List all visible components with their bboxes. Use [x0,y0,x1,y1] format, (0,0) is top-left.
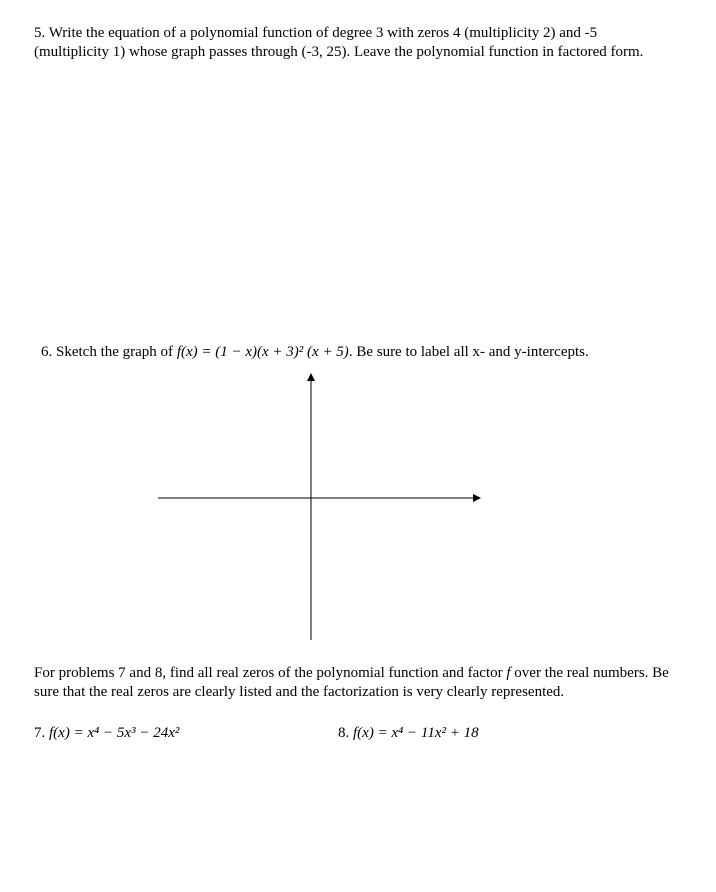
problem-5 [34,24,654,62]
problem-8 [338,725,479,742]
problem-5-text: 5. Write the equation of a polynomial function of degree 3 with zeros 4 (multiplicity 2) and -5 (multiplicity 1) whose graph passes through (-3, 25). Leave the polynomial function in factored form. [34,25,644,60]
problems-7-8-instructions [34,664,684,702]
problem-8-function: f(x) = x⁴ − 11x² + 18 [353,725,479,741]
problem-7 [34,725,179,742]
instructions-part1: For problems 7 and 8, find all real zeros of the polynomial function and factor [34,665,503,681]
problem-7-label: 7. [34,725,46,741]
sketch-axes [150,366,490,646]
problem-6-prefix: 6. Sketch the graph of [41,344,174,360]
problem-6-function: f(x) = (1 − x)(x + 3)² (x + 5) [176,344,349,360]
problem-6-suffix: . Be sure to label all x- and y-intercepts. [348,344,589,360]
problem-7-function: f(x) = x⁴ − 5x³ − 24x² [49,725,180,741]
instructions-f: f [506,665,511,681]
instructions-part2: over the real numbers. Be sure that the real zeros are clearly listed and the factorization is very clearly represented. [34,665,669,700]
problem-6 [41,343,681,362]
problem-8-label: 8. [338,725,350,741]
